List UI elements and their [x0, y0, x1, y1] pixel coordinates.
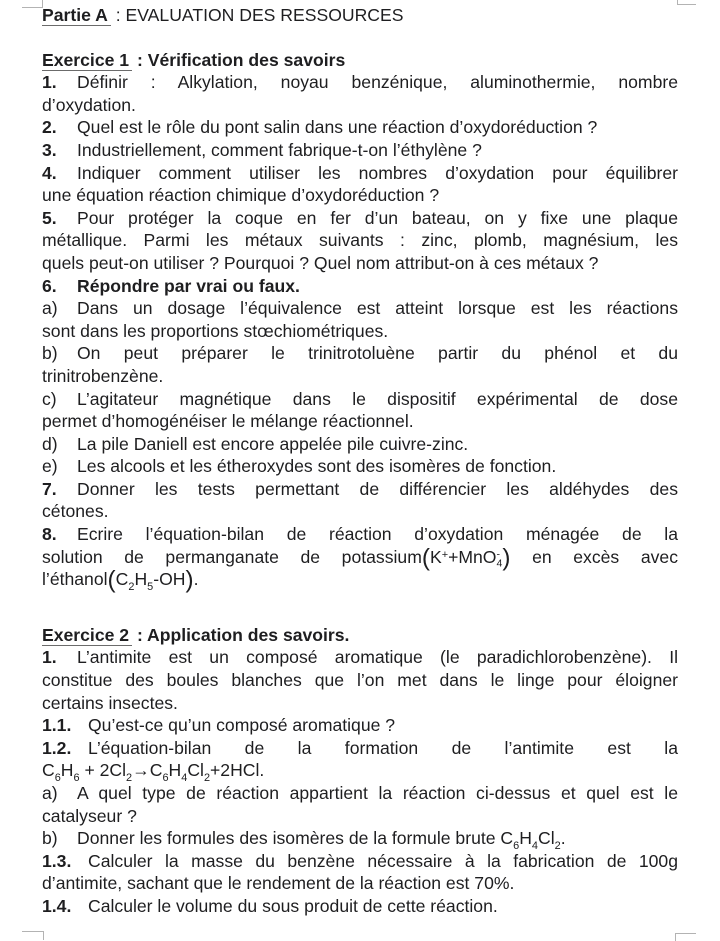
text-segment: catalyseur ?	[42, 805, 137, 826]
text-segment: 6	[73, 772, 80, 785]
text-segment: H	[519, 828, 532, 849]
list-marker: d)	[42, 433, 58, 454]
text-segment: Donner les tests permettant de différencier les aldéhydes des	[77, 478, 678, 499]
text-line	[42, 49, 678, 72]
text-segment: La pile Daniell est encore appelée pile cuivre-zinc.	[77, 433, 469, 454]
text-line	[42, 162, 678, 185]
text-segment: C	[42, 760, 55, 781]
formula-sub-sup-stack: - 4	[496, 548, 503, 570]
list-marker: e)	[42, 456, 58, 477]
text-segment: Définir : Alkylation, noyau benzénique, aluminothermie, nombre	[77, 72, 678, 93]
text-line	[42, 805, 678, 828]
text-segment: certains insectes.	[42, 692, 178, 713]
text-segment: une équation réaction chimique d’oxydoréduction ?	[42, 185, 440, 206]
text-segment: Pour protéger la coque en fer d’un bateau, on y fixe une plaque	[77, 207, 678, 228]
text-line	[42, 320, 678, 343]
text-segment: Exercice 2	[42, 625, 132, 646]
text-segment: H	[134, 569, 148, 590]
list-marker: a)	[42, 783, 58, 803]
corner-mark-top-right	[677, 0, 696, 5]
list-marker: b)	[42, 828, 58, 849]
text-segment: Indiquer comment utiliser les nombres d’oxydation pour équilibrer	[77, 162, 678, 183]
text-line	[42, 342, 678, 365]
text-line	[42, 827, 678, 853]
text-segment: Partie A	[42, 5, 111, 26]
text-line	[42, 207, 678, 230]
text-segment: H	[168, 760, 182, 781]
text-line	[42, 850, 678, 873]
text-segment: L’agitateur magnétique dans le dispositif expérimental de dose	[77, 388, 678, 409]
text-segment: + 2Cl	[79, 760, 127, 781]
text-segment: Quel est le rôle du pont salin dans une réaction d’oxydoréduction ?	[77, 117, 598, 138]
text-segment: 2	[126, 772, 133, 785]
text-segment: A quel type de réaction appartient la réaction ci-dessus et quel est le	[77, 783, 678, 803]
list-marker: 3.	[42, 139, 57, 160]
text-line	[42, 500, 678, 523]
text-line	[42, 624, 678, 647]
text-segment: →C	[132, 760, 163, 781]
text-segment: .	[560, 828, 566, 849]
text-line	[42, 759, 678, 785]
text-segment: Ecrire l’équation-bilan de réaction d’oxydation ménagée de la	[77, 524, 678, 545]
text-segment: permet d’homogénéiser le mélange réactionnel.	[42, 411, 414, 432]
text-line	[42, 116, 678, 139]
text-segment: L’antimite est un composé aromatique (le paradichlorobenzène). Il	[77, 647, 678, 668]
text-segment: en excès avec	[510, 546, 678, 567]
text-line	[42, 782, 678, 805]
text-line	[42, 184, 678, 207]
text-segment: (	[107, 566, 116, 594]
text-line	[42, 669, 678, 692]
text-segment: Répondre par vrai ou faux.	[77, 275, 300, 296]
text-line	[42, 94, 678, 117]
text-segment: 5	[147, 581, 154, 594]
text-segment: Cl	[187, 760, 204, 781]
text-line	[42, 297, 678, 320]
list-marker: 1.1.	[42, 715, 72, 736]
list-marker: b)	[42, 343, 58, 364]
text-segment: Calculer le volume du sous produit de cette réaction.	[88, 895, 498, 916]
text-line	[42, 455, 678, 478]
text-segment: (	[421, 544, 430, 572]
text-line	[42, 692, 678, 715]
text-segment: Industriellement, comment fabrique-t-on l’éthylène ?	[77, 139, 482, 160]
list-marker: 1.4.	[42, 895, 72, 916]
text-segment: On peut préparer le trinitrotoluène partir du phénol et du	[77, 343, 678, 364]
text-segment: quels peut-on utiliser ? Pourquoi ? Quel nom attribut-on à ces métaux ?	[42, 252, 599, 273]
text-line	[42, 410, 678, 433]
text-segment: H	[60, 760, 74, 781]
text-segment: trinitrobenzène.	[42, 365, 164, 386]
text-segment: -OH	[153, 569, 186, 590]
text-segment: l’éthanol	[42, 569, 108, 590]
text-line	[42, 872, 678, 895]
text-segment: Dans un dosage l’équivalence est atteint lorsque est les réactions	[77, 298, 678, 319]
text-segment: Calculer la masse du benzène nécessaire à la fabrication de 100g	[88, 850, 678, 871]
text-segment: cétones.	[42, 501, 109, 522]
text-segment: +	[441, 548, 449, 561]
text-segment: Exercice 1	[42, 50, 132, 71]
text-line	[42, 714, 678, 737]
text-segment: 2	[128, 581, 135, 594]
text-line	[42, 4, 678, 27]
text-segment: Qu’est-ce qu’un composé aromatique ?	[88, 715, 396, 736]
text-segment: 6	[162, 772, 169, 785]
text-line	[42, 252, 678, 275]
corner-mark-bottom-right	[675, 933, 696, 941]
list-marker: 4.	[42, 162, 57, 183]
list-marker: 7.	[42, 478, 57, 499]
list-marker: 1.2.	[42, 737, 72, 758]
text-segment: .	[193, 569, 199, 590]
text-segment: 2	[203, 772, 211, 785]
text-segment: : Vérification des savoirs	[132, 49, 346, 70]
text-segment: +MnO	[448, 546, 497, 567]
text-line	[42, 229, 678, 252]
text-segment: 2	[554, 840, 561, 853]
text-line	[42, 566, 678, 594]
text-segment: C	[115, 569, 129, 590]
text-segment: 6	[513, 840, 520, 853]
text-segment: Les alcools et les étheroxydes sont des isomères de fonction.	[77, 456, 557, 477]
list-marker: 1.	[42, 72, 57, 93]
text-line	[42, 737, 678, 760]
text-line	[42, 433, 678, 456]
corner-mark-top-left	[22, 0, 43, 8]
text-segment: : Application des savoirs.	[132, 624, 350, 645]
text-segment: Donner les formules des isomères de la formule brute C	[77, 828, 514, 849]
list-marker: 1.	[42, 647, 57, 668]
list-marker: a)	[42, 298, 58, 319]
text-segment: solution de permanganate de potassium	[42, 546, 422, 567]
text-line	[42, 388, 678, 411]
text-segment: K	[429, 546, 442, 567]
text-segment: )	[185, 566, 194, 594]
text-segment: )	[502, 544, 511, 572]
text-segment: 4	[531, 840, 538, 853]
text-segment: 6	[54, 772, 61, 785]
text-segment: d’oxydation.	[42, 94, 136, 115]
text-line	[42, 523, 678, 546]
text-segment: 4	[181, 772, 188, 785]
text-segment: L’équation-bilan de la formation de l’antimite est la	[88, 737, 678, 758]
list-marker: 1.3.	[42, 850, 72, 871]
list-marker: 6.	[42, 275, 57, 296]
text-segment: d’antimite, sachant que le rendement de la réaction est 70%.	[42, 873, 515, 894]
list-marker: 8.	[42, 524, 57, 545]
text-segment: Cl	[538, 828, 555, 849]
list-marker: 5.	[42, 207, 57, 228]
text-line	[42, 365, 678, 388]
text-segment: +2HCl.	[210, 760, 265, 781]
text-segment: : EVALUATION DES RESSOURCES	[110, 5, 404, 25]
text-line	[42, 71, 678, 94]
text-segment: sont dans les proportions stœchiométriques.	[42, 320, 389, 341]
text-line	[42, 478, 678, 501]
corner-mark-bottom-left	[22, 931, 44, 940]
list-marker: c)	[42, 388, 57, 409]
text-line	[42, 139, 678, 162]
list-marker: 2.	[42, 117, 57, 138]
text-line	[42, 544, 678, 572]
text-line	[42, 895, 678, 918]
text-segment: métallique. Parmi les métaux suivants : zinc, plomb, magnésium, les	[42, 230, 678, 251]
text-segment: constitue des boules blanches que l’on met dans le linge pour éloigner	[42, 670, 678, 691]
text-line	[42, 646, 678, 669]
text-line	[42, 275, 678, 298]
